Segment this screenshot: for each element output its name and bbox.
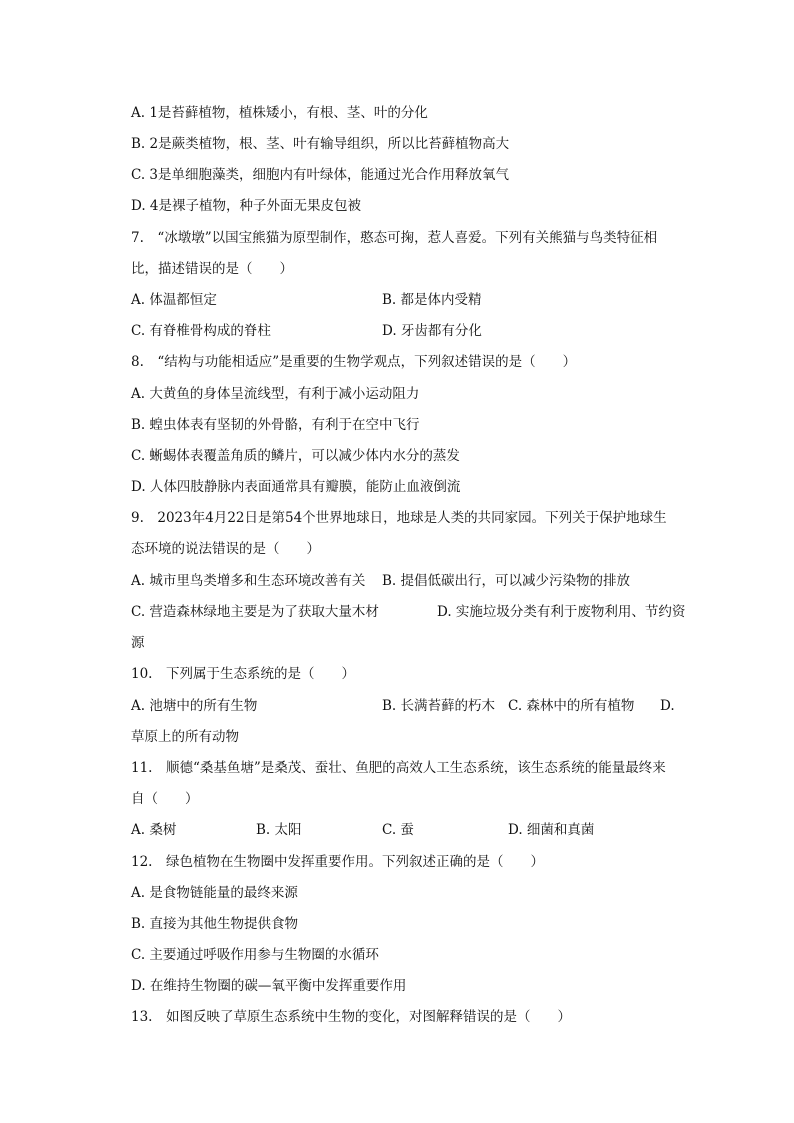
q8-option-c: C. 蜥蜴体表覆盖角质的鳞片，可以减少体内水分的蒸发: [131, 448, 460, 464]
q11-option-c: C. 蚕: [382, 822, 414, 838]
q6-option-c: C. 3是单细胞藻类，细胞内有叶绿体，能通过光合作用释放氧气: [131, 167, 510, 183]
q9-option-b: B. 提倡低碳出行，可以减少污染物的排放: [382, 573, 631, 589]
q9-stem-line2: 态环境的说法错误的是（ ）: [131, 541, 320, 557]
q7-stem-line1: 7. “冰墩墩”以国宝熊猫为原型制作，憨态可掬，惹人喜爱。下列有关熊猫与鸟类特征相: [131, 230, 658, 246]
q8-option-b: B. 蝗虫体表有坚韧的外骨骼，有利于在空中飞行: [131, 417, 420, 433]
q10-option-a: A. 池塘中的所有生物: [131, 698, 258, 714]
q11-option-d: D. 细菌和真菌: [508, 822, 595, 838]
q8-option-a: A. 大黄鱼的身体呈流线型，有利于减小运动阻力: [131, 386, 420, 402]
q7-stem-line2: 比，描述错误的是（ ）: [131, 261, 293, 277]
q12-option-b: B. 直接为其他生物提供食物: [131, 916, 299, 932]
q11-option-b: B. 太阳: [256, 822, 302, 838]
q12-option-a: A. 是食物链能量的最终来源: [131, 885, 298, 901]
q7-option-d: D. 牙齿都有分化: [382, 323, 482, 339]
q7-option-b: B. 都是体内受精: [382, 292, 482, 308]
q6-option-b: B. 2是蕨类植物，根、茎、叶有输导组织，所以比苔藓植物高大: [131, 136, 510, 152]
q6-option-d: D. 4是裸子植物，种子外面无果皮包被: [131, 198, 362, 214]
q10-option-b: B. 长满苔藓的朽木: [382, 698, 496, 714]
q9-option-d-continued: 源: [131, 635, 145, 651]
q9-option-c: C. 营造森林绿地主要是为了获取大量木材: [131, 604, 379, 620]
q12-option-d: D. 在维持生物圈的碳—氧平衡中发挥重要作用: [131, 978, 407, 994]
q8-option-d: D. 人体四肢静脉内表面通常具有瓣膜，能防止血液倒流: [131, 479, 461, 495]
q10-option-d: D.: [660, 698, 675, 714]
q10-stem: 10. 下列属于生态系统的是（ ）: [131, 666, 355, 682]
q6-option-a: A. 1是苔藓植物，植株矮小，有根、茎、叶的分化: [131, 105, 428, 121]
q11-stem-line1: 11. 顺德“桑基鱼塘”是桑茂、蚕壮、鱼肥的高效人工生态系统，该生态系统的能量最终来: [131, 760, 666, 776]
q7-option-a: A. 体温都恒定: [131, 292, 217, 308]
q9-stem-line1: 9. 2023年4月22日是第54个世界地球日，地球是人类的共同家园。下列关于保护地球生: [131, 510, 667, 526]
q11-stem-line2: 自（ ）: [131, 791, 199, 807]
q9-option-a: A. 城市里鸟类增多和生态环境改善有关: [131, 573, 366, 589]
q8-stem: 8. “结构与功能相适应”是重要的生物学观点，下列叙述错误的是（ ）: [131, 354, 577, 370]
q12-stem: 12. 绿色植物在生物圈中发挥重要作用。下列叙述正确的是（ ）: [131, 854, 544, 870]
q11-option-a: A. 桑树: [131, 822, 177, 838]
q7-option-c: C. 有脊椎骨构成的脊柱: [131, 323, 271, 339]
q12-option-c: C. 主要通过呼吸作用参与生物圈的水循环: [131, 947, 379, 963]
q10-option-d-continued: 草原上的所有动物: [131, 729, 239, 745]
q10-option-c: C. 森林中的所有植物: [508, 698, 635, 714]
q13-stem: 13. 如图反映了草原生态系统中生物的变化，对图解释错误的是（ ）: [131, 1009, 571, 1025]
q9-option-d: D. 实施垃圾分类有利于废物利用、节约资: [437, 604, 686, 620]
